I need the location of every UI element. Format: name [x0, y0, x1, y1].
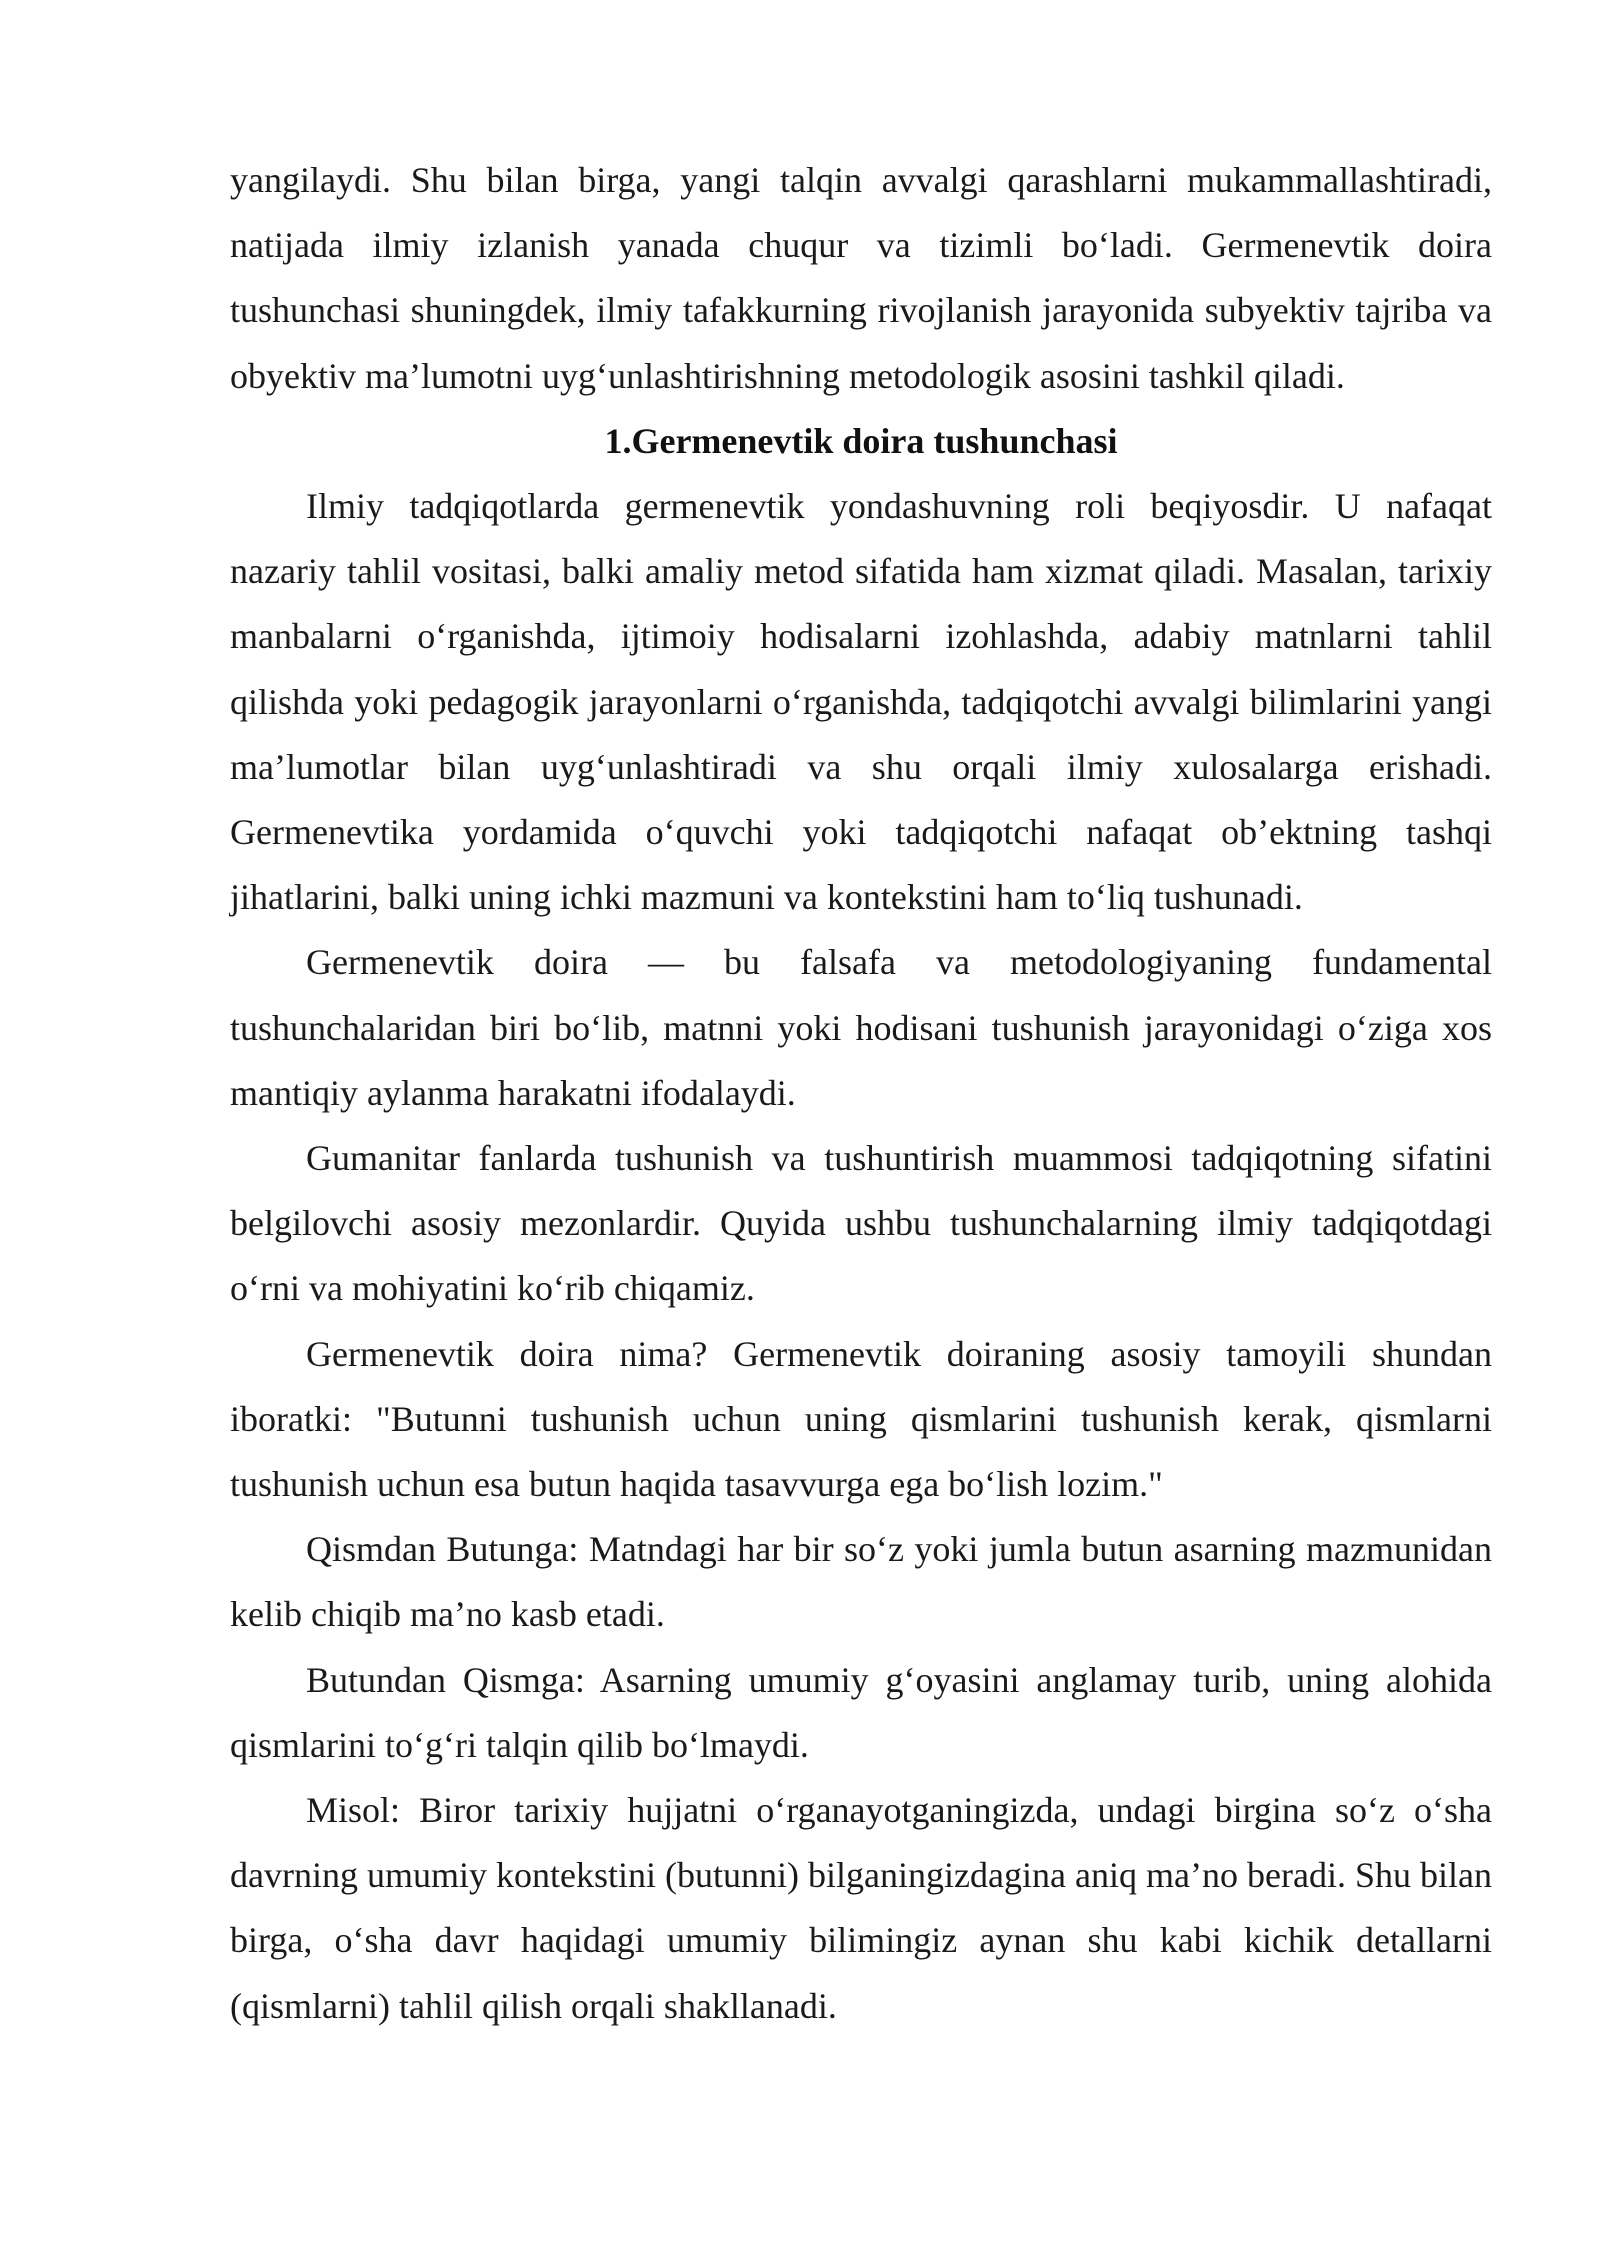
paragraph: Germenevtik doira nima? Germenevtik doiraning asosiy tamoyili shundan iboratki: "Butunni tushunish uchun uning qismlarini tushunish kerak, qismlarni tushunish uchun esa butun haqida tasavvurga ega bo‘lish lozim."	[230, 1333, 1492, 1505]
paragraph: Qismdan Butunga: Matndagi har bir so‘z yoki jumla butun asarning mazmunidan kelib chiqib ma’no kasb etadi.	[230, 1529, 1492, 1635]
paragraph: Ilmiy tadqiqotlarda germenevtik yondashuvning roli beqiyosdir. U nafaqat nazariy tahlil vositasi, balki amaliy metod sifatida ham xizmat qiladi. Masalan, tarixiy manbalarni o‘rganishda, ijtimoiy hodisalarni izohlashda, adabiy matnlarni tahlil qilishda yoki pedagogik jarayonlarni o‘rganishda, tadqiqotchi avvalgi bilimlarini yangi ma’lumotlar bilan uyg‘unlashtiradi va shu orqali ilmiy xulosalarga erishadi. Germenevtika yordamida o‘quvchi yoki tadqiqotchi nafaqat ob’ektning tashqi jihatlarini, balki uning ichki mazmuni va kontekstini ham to‘liq tushunadi.	[230, 486, 1492, 918]
document-page	[230, 148, 1492, 2039]
paragraph-continuation: yangilaydi. Shu bilan birga, yangi talqin avvalgi qarashlarni mukammallashtiradi, natijada ilmiy izlanish yanada chuqur va tizimli bo‘ladi. Germenevtik doira tushunchasi shuningdek, ilmiy tafakkurning rivojlanish jarayonida subyektiv tajriba va obyektiv ma’lumotni uyg‘unlashtirishning metodologik asosini tashkil qiladi.	[230, 160, 1492, 396]
paragraph: Germenevtik doira — bu falsafa va metodologiyaning fundamental tushunchalaridan biri bo‘lib, matnni yoki hodisani tushunish jarayonidagi o‘ziga xos mantiqiy aylanma harakatni ifodalaydi.	[230, 942, 1492, 1113]
paragraph: Butundan Qismga: Asarning umumiy g‘oyasini anglamay turib, uning alohida qismlarini to‘g‘ri talqin qilib bo‘lmaydi.	[230, 1659, 1492, 1765]
paragraph: Gumanitar fanlarda tushunish va tushuntirish muammosi tadqiqotning sifatini belgilovchi asosiy mezonlardir. Quyida ushbu tushunchalarning ilmiy tadqiqotdagi o‘rni va mohiyatini ko‘rib chiqamiz.	[230, 1138, 1492, 1309]
section-heading: 1.Germenevtik doira tushunchasi	[604, 420, 1118, 461]
paragraph: Misol: Biror tarixiy hujjatni o‘rganayotganingizda, undagi birgina so‘z o‘sha davrning umumiy kontekstini (butunni) bilganingizdagina aniq ma’no beradi. Shu bilan birga, o‘sha davr haqidagi umumiy bilimingiz aynan shu kabi kichik detallarni (qismlarni) tahlil qilish orqali shakllanadi.	[230, 1790, 1492, 2026]
